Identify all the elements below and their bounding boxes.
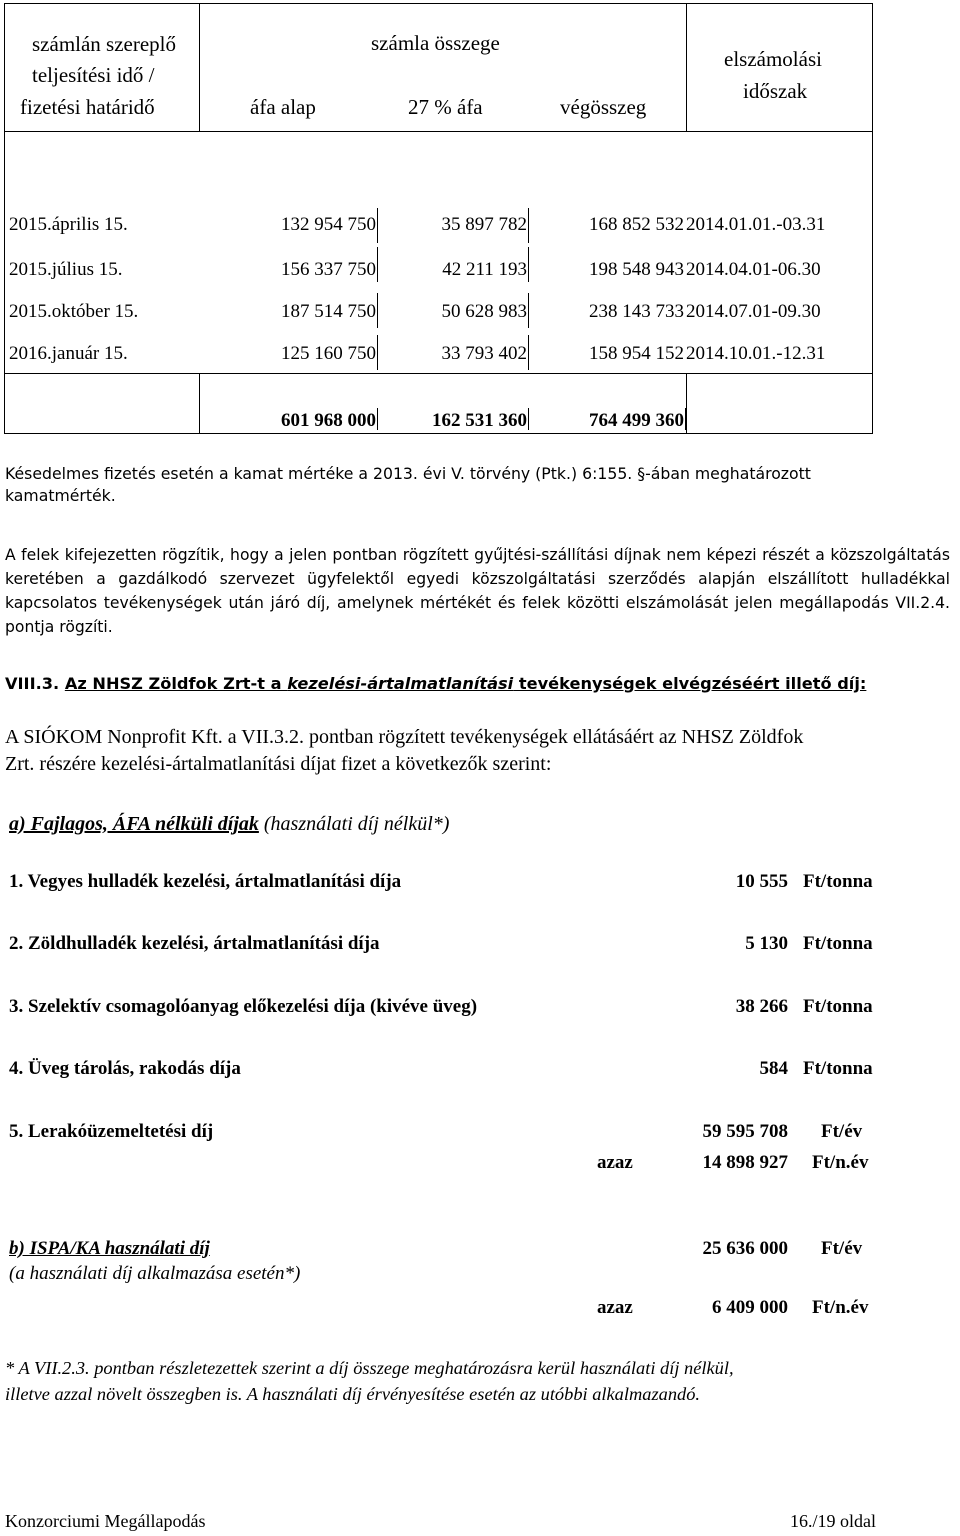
subsection-b-note: (a használati díj alkalmazása esetén*)	[9, 1263, 301, 1284]
fee-unit: Ft/év	[821, 1121, 863, 1142]
header-elszamolasi-line2: időszak	[743, 79, 808, 103]
fee-amount: 584	[759, 1058, 788, 1079]
section-heading	[5, 674, 866, 693]
siokom-line2: Zrt. részére kezelési-ártalmatlanítási díjat fizet a következők szerint:	[5, 753, 552, 775]
header-group: számla összege	[371, 31, 500, 55]
siokom-line1: A SIÓKOM Nonprofit Kft. a VII.3.2. pontban rögzített tevékenységek ellátásáért az NHSZ Zöldfok	[5, 726, 804, 748]
cell-afa-alap: 125 160 750	[281, 343, 376, 364]
header-col1-line3: fizetési határidő	[20, 95, 155, 119]
cell-date: 2015.október 15.	[9, 301, 139, 322]
cell-vegosszeg: 198 548 943	[589, 259, 684, 280]
header-col1-line2: teljesítési idő /	[32, 63, 155, 87]
cell-date: 2015.április 15.	[9, 214, 128, 235]
header-elszamolasi-line1: elszámolási	[724, 47, 822, 71]
fee-unit: Ft/tonna	[803, 996, 873, 1017]
fee-label: 4. Üveg tárolás, rakodás díja	[9, 1058, 241, 1079]
cell-afa-alap: 187 514 750	[281, 301, 376, 322]
cell-afa: 33 793 402	[441, 343, 527, 364]
fee-amount: 59 595 708	[702, 1121, 788, 1142]
footer-left: Konzorciumi Megállapodás	[5, 1511, 206, 1531]
section-number: VIII.3.	[5, 674, 60, 693]
cell-idoszak: 2014.07.01-09.30	[686, 301, 821, 322]
fee-unit: Ft/tonna	[803, 871, 873, 892]
fee-unit: Ft/tonna	[803, 1058, 873, 1079]
paragraph-exclusion: A felek kifejezetten rögzítik, hogy a jelen pontban rögzített gyűjtési-szállítási díjnak nem képezi részét a közszolgáltatás keretében a gazdálkodó szervezet ügyfelektől egyedi közszolgáltatási szerződés alapján elszállított hulladékkal kapcsolatos tevékenységek után járó díj, amelynek mértékét és felek közötti elszámolását jelen megállapodás VII.2.4. pontja rögzíti.	[5, 546, 950, 636]
fee-amount-annual: 14 898 927	[702, 1152, 788, 1173]
cell-afa-alap: 132 954 750	[281, 214, 376, 235]
cell-vegosszeg: 238 143 733	[589, 301, 684, 322]
fee-label: 1. Vegyes hulladék kezelési, ártalmatlanítási díja	[9, 871, 402, 892]
azaz-label: azaz	[597, 1297, 633, 1318]
cell-afa: 35 897 782	[441, 214, 527, 235]
header-col1-line1: számlán szereplő	[32, 32, 177, 56]
fee-unit-annual: Ft/n.év	[812, 1152, 869, 1173]
cell-afa-alap: 156 337 750	[281, 259, 376, 280]
azaz-label: azaz	[597, 1152, 633, 1173]
cell-idoszak: 2014.01.01.-03.31	[686, 214, 826, 235]
fee-unit-annual: Ft/n.év	[812, 1297, 869, 1318]
fee-amount: 10 555	[735, 871, 788, 892]
total-vegosszeg: 764 499 360	[589, 410, 684, 431]
footnote-line1: * A VII.2.3. pontban részletezettek szerint a díj összege meghatározásra kerül használati díj nélkül,	[5, 1358, 734, 1378]
footer-page-number: 16./19 oldal	[790, 1511, 876, 1531]
late-interest-line1: Késedelmes fizetés esetén a kamat mértéke a 2013. évi V. törvény (Ptk.) 6:155. §-ában meghatározott	[5, 464, 811, 483]
fee-amount: 25 636 000	[702, 1238, 788, 1259]
cell-date: 2016.január 15.	[9, 343, 128, 364]
fee-amount-annual: 6 409 000	[712, 1297, 788, 1318]
fee-unit: Ft/év	[821, 1238, 863, 1259]
cell-vegosszeg: 158 954 152	[589, 343, 684, 364]
fee-label: 3. Szelektív csomagolóanyag előkezelési díja (kivéve üveg)	[9, 996, 478, 1017]
footnote-line2: illetve azzal növelt összegben is. A használati díj érvényesítése esetén az utóbbi alkalmazandó.	[5, 1384, 701, 1404]
late-interest-line2: kamatmérték.	[5, 486, 116, 505]
header-vegosszeg: végösszeg	[560, 95, 647, 119]
total-afa: 162 531 360	[432, 410, 527, 431]
cell-afa: 42 211 193	[442, 259, 527, 280]
cell-idoszak: 2014.04.01-06.30	[686, 259, 821, 280]
header-afa27: 27 % áfa	[408, 95, 483, 119]
total-afa-alap: 601 968 000	[281, 410, 376, 431]
fee-amount: 5 130	[745, 933, 788, 954]
cell-date: 2015.július 15.	[9, 259, 123, 280]
fee-unit: Ft/tonna	[803, 933, 873, 954]
cell-idoszak: 2014.10.01.-12.31	[686, 343, 826, 364]
subsection-b-title: b) ISPA/KA használati díj	[9, 1238, 210, 1259]
fee-label: 2. Zöldhulladék kezelési, ártalmatlanítási díja	[9, 933, 380, 954]
fee-label: 5. Lerakóüzemeltetési díj	[9, 1121, 214, 1142]
fee-amount: 38 266	[735, 996, 788, 1017]
section-title: Az NHSZ Zöldfok Zrt-t a kezelési-ártalmatlanítási tevékenységek elvégzéséért illető díj:	[64, 674, 867, 693]
header-afa-alap: áfa alap	[250, 95, 316, 119]
cell-vegosszeg: 168 852 532	[589, 214, 684, 235]
cell-afa: 50 628 983	[441, 301, 527, 322]
subsection-a-title: a) Fajlagos, ÁFA nélküli díjak (használati díj nélkül*)	[9, 813, 450, 835]
